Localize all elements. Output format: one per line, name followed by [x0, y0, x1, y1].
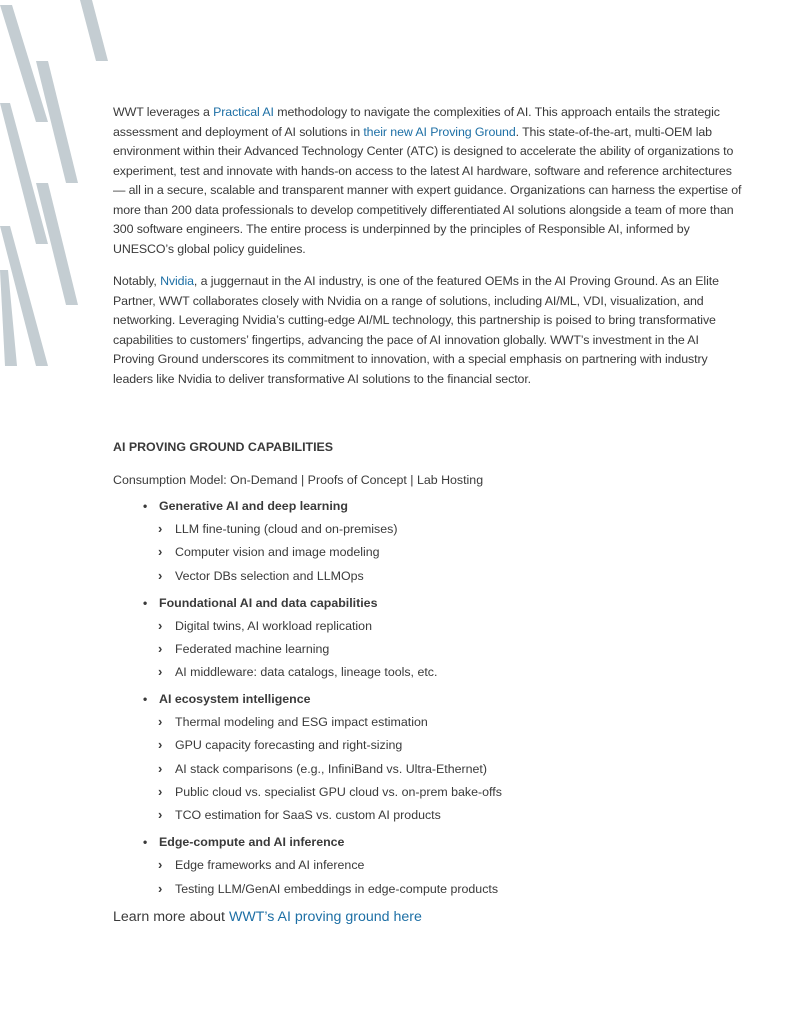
list-item-label: Edge frameworks and AI inference	[175, 858, 365, 873]
list-item-label: Digital twins, AI workload replication	[175, 618, 372, 633]
chevron-right-icon: ›	[158, 521, 163, 536]
list-item-label: AI middleware: data catalogs, lineage tools, etc.	[175, 665, 438, 680]
chevron-right-icon: ›	[158, 544, 163, 560]
stripe	[80, 0, 108, 61]
category-label: Generative AI and deep learning	[159, 499, 348, 513]
chevron-right-icon: ›	[158, 567, 163, 583]
chevron-right-icon: ›	[158, 857, 163, 873]
consumption-model: Consumption Model: On-Demand | Proofs of Concept | Lab Hosting	[113, 473, 484, 487]
list-item-label: Vector DBs selection and LLMOps	[175, 568, 364, 583]
proving-ground-link[interactable]: WWT’s AI proving ground here	[228, 908, 422, 925]
intro-paragraph	[113, 103, 743, 259]
ai-proving-ground-link[interactable]: their new AI Proving Ground	[363, 124, 516, 139]
bullet-icon: •	[143, 692, 148, 707]
list-item	[113, 737, 743, 753]
chevron-right-icon: ›	[158, 664, 163, 680]
capability-category	[113, 691, 743, 823]
category-title	[113, 691, 743, 707]
category-label: Foundational AI and data capabilities	[159, 595, 378, 610]
capabilities-heading: AI PROVING GROUND CAPABILITIES	[113, 440, 334, 454]
list-item-label: Thermal modeling and ESG impact estimation	[175, 715, 428, 730]
list-item	[113, 544, 743, 560]
category-label: Edge-compute and AI inference	[159, 835, 345, 850]
category-title	[113, 834, 743, 850]
learn-more	[113, 908, 743, 926]
chevron-right-icon: ›	[158, 807, 163, 823]
text-run: . This state-of-the-art, multi-OEM lab environment within their Advanced Technology Center (ATC) is designed to accelerate the ability of organizations to experiment, test and innovate with hands-on access to the latest AI hardware, software and reference architectures — all in a secure, scalable and transparent manner with expert guidance. Organizations can harness the expertise of more than 200 data professionals to develop competitively differentiated AI solutions alongside a team of more than 300 software engineers. The entire process is underpinned by the principles of Responsible AI, informed by UNESCO’s global policy guidelines.	[113, 124, 742, 256]
category-title	[113, 595, 743, 611]
chevron-right-icon: ›	[158, 714, 163, 730]
list-item	[113, 857, 743, 873]
subitem-list	[113, 714, 743, 823]
list-item-label: Federated machine learning	[175, 641, 330, 656]
list-item	[113, 807, 743, 823]
list-item	[113, 664, 743, 680]
list-item-label: AI stack comparisons (e.g., InfiniBand vs. Ultra-Ethernet)	[175, 761, 487, 776]
stripe	[0, 103, 48, 244]
nvidia-paragraph	[113, 272, 743, 389]
list-item	[113, 714, 743, 730]
practical-ai-link[interactable]: Practical AI	[213, 105, 274, 119]
learn-more-text: Learn more about	[113, 908, 229, 925]
list-item-label: GPU capacity forecasting and right-sizing	[175, 738, 403, 753]
subitem-list	[113, 521, 743, 584]
list-item	[113, 881, 743, 897]
subitem-list	[113, 618, 743, 681]
list-item-label: Computer vision and image modeling	[175, 545, 380, 560]
text-run: WWT leverages a	[113, 105, 214, 119]
list-item-label: TCO estimation for SaaS vs. custom AI products	[175, 808, 441, 823]
capability-list	[113, 498, 743, 897]
list-item	[113, 784, 743, 800]
chevron-right-icon: ›	[158, 784, 163, 800]
chevron-right-icon: ›	[158, 640, 163, 656]
text-run: methodology to navigate the complexities of AI. This approach entails the strategic assessment and deployment of AI solutions in	[113, 105, 720, 139]
bullet-icon: •	[143, 835, 148, 850]
list-item-label: Testing LLM/GenAI embeddings in edge-compute products	[175, 881, 499, 896]
list-item	[113, 568, 743, 584]
chevron-right-icon: ›	[158, 760, 163, 776]
bullet-icon: •	[143, 499, 148, 513]
bullet-icon: •	[143, 595, 148, 610]
text-run: , a juggernaut in the AI industry, is one of the featured OEMs in the AI Proving Ground. As an Elite Partner, WWT collaborates closely with Nvidia on a range of solutions, including AI/ML, VDI, visualization, and networking. Leveraging Nvidia’s cutting-edge AI/ML technology, this partnership is poised to bring transformative capabilities to customers’ fingertips, advancing the pace of AI innovation globally. WWT’s investment in the AI Proving Ground underscores its commitment to innovation, with a special emphasis on partnering with industry leaders like Nvidia to deliver transformative AI solutions to the financial sector.	[113, 274, 719, 386]
list-item	[113, 521, 743, 537]
capability-category	[113, 834, 743, 896]
stripe	[0, 270, 17, 366]
nvidia-link[interactable]: Nvidia	[160, 274, 194, 288]
chevron-right-icon: ›	[158, 737, 163, 753]
list-item	[113, 761, 743, 777]
list-item	[113, 641, 743, 657]
list-item-label: Public cloud vs. specialist GPU cloud vs. on-prem bake-offs	[175, 785, 502, 800]
capability-category	[113, 498, 743, 584]
subitem-list	[113, 857, 743, 896]
category-label: AI ecosystem intelligence	[159, 692, 311, 707]
decorative-stripes	[0, 0, 120, 380]
list-item	[113, 618, 743, 634]
text-run: Notably,	[113, 274, 161, 288]
chevron-right-icon: ›	[158, 880, 163, 896]
capability-category	[113, 595, 743, 681]
list-item-label: LLM fine-tuning (cloud and on-premises)	[175, 522, 398, 536]
document-body	[113, 103, 743, 926]
category-title	[113, 498, 743, 514]
chevron-right-icon: ›	[158, 617, 163, 633]
